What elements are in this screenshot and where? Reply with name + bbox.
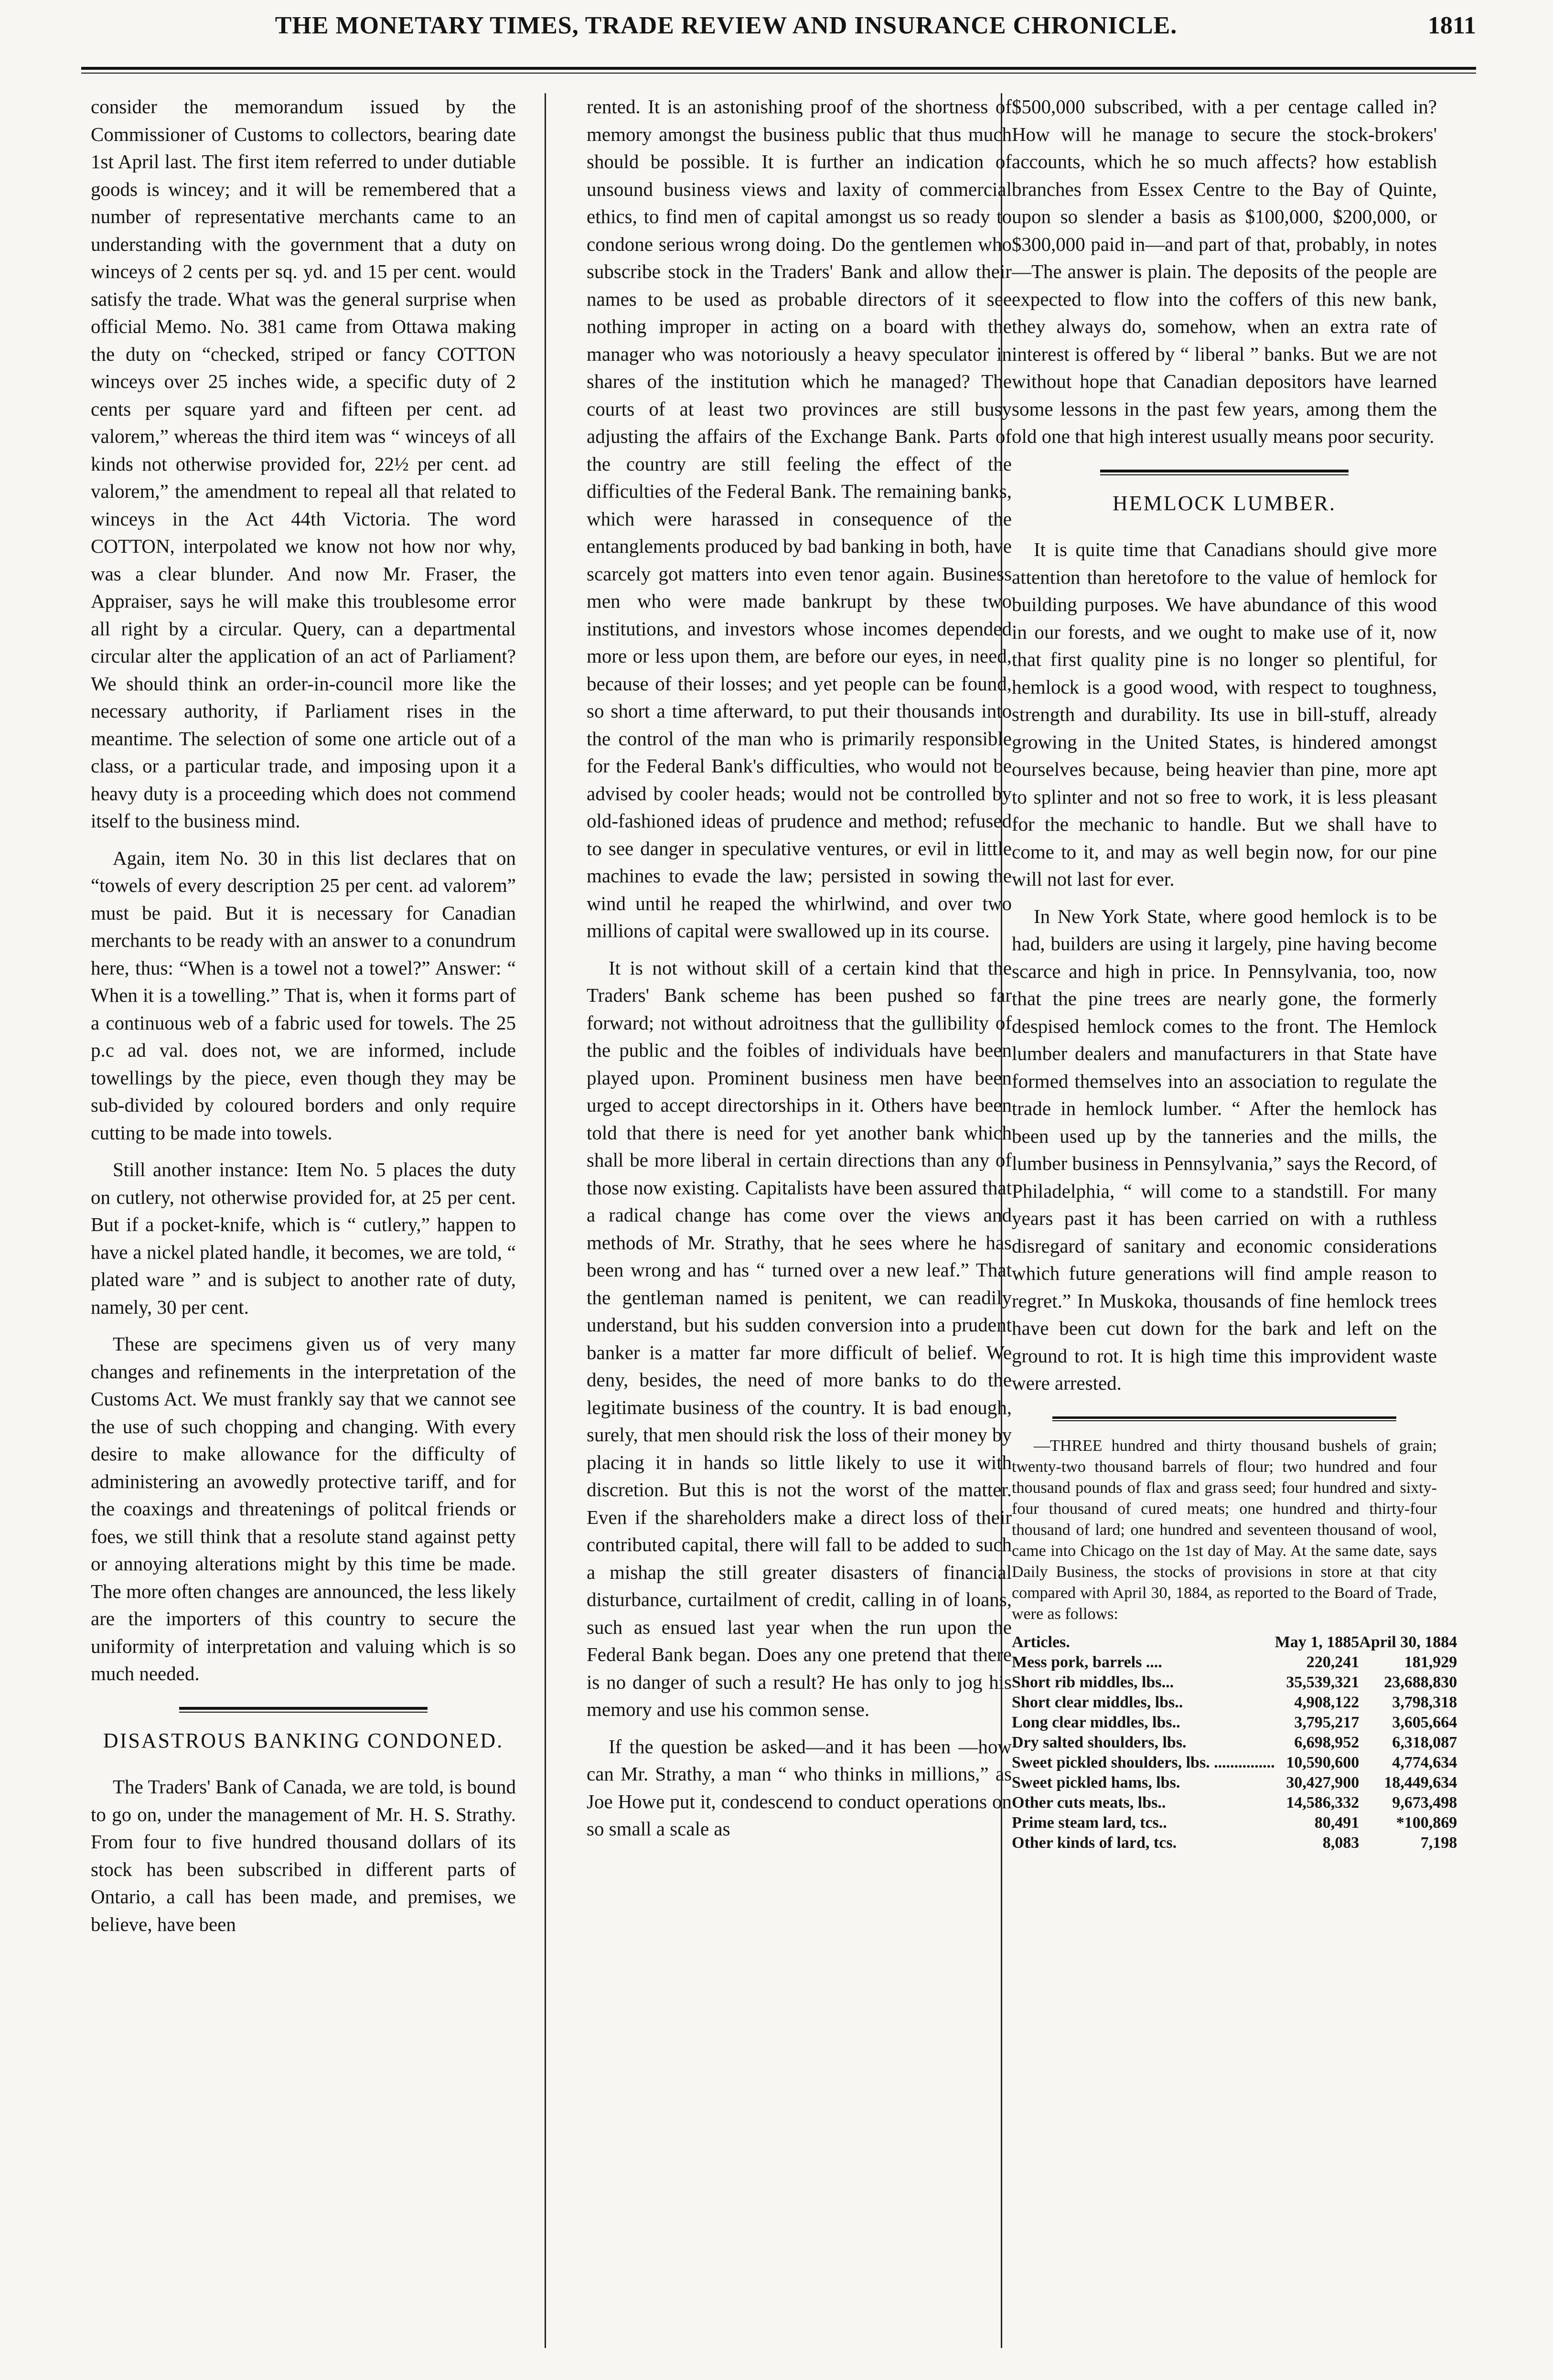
table-cell: Sweet pickled shoulders, lbs. ............... <box>1012 1753 1275 1771</box>
table-cell: 35,539,321 <box>1286 1673 1360 1691</box>
table-cell: 9,673,498 <box>1392 1793 1457 1812</box>
column-2 <box>587 93 1012 2338</box>
table-cell: 14,586,332 <box>1286 1793 1360 1812</box>
table-cell: Other cuts meats, lbs.. <box>1012 1793 1166 1812</box>
article-paragraph: $500,000 subscribed, with a per centage called in? How will he manage to secure the stock-brokers' accounts, which he so much affects? how establish branches from Essex Centre to the Bay of Quinte, upon so slender a basis as $100,000, $200,000, or $300,000 paid in—and part of that, probably, in notes—The answer is plain. The deposits of the people are expected to flow into the coffers of this new bank, they always do, somehow, when an extra rate of interest is offered by “ liberal ” banks. But we are not without hope that Canadian depositors have learned some lessons in the past few years, among them the old one that high interest usually means poor security. <box>1012 96 1437 447</box>
table-cell: Sweet pickled hams, lbs. <box>1012 1773 1180 1791</box>
page-number: 1811 <box>1427 12 1476 39</box>
table-cell: Short clear middles, lbs.. <box>1012 1693 1183 1711</box>
running-title: THE MONETARY TIMES, TRADE REVIEW AND INSURANCE CHRONICLE. <box>275 12 1178 39</box>
news-item: —THREE hundred and thirty thousand bushels of grain; twenty-two thousand barrels of flour; two hundred and four thousand pounds of flax and grass seed; four hundred and sixty-four thousand of cured meats; one hundred and thirty-four thousand of lard; one hundred and seventeen thousand of wool, came into Chicago on the 1st day of May. At the same date, says Daily Business, the stocks of provisions in store at that city compared with April 30, 1884, as reported to the Board of Trade, were as follows: <box>1012 1437 1437 1623</box>
section-rule <box>1100 470 1349 475</box>
article-paragraph: These are specimens given us of very many changes and refinements in the interpretation of the Customs Act. We must frankly say that we cannot see the use of such chopping and changing. With every desire to make allowance for the difficulty of administering an avowedly protective tariff, and for the coaxings and threatenings of politcal friends or foes, we still think that a resolute stand against petty or annoying alterations might by this time be made. The more often changes are announced, the less likely are the importers of this country to secure the uniformity of interpretation and valuing which is so much needed. <box>91 1333 516 1684</box>
article-paragraph: If the question be asked—and it has been —how can Mr. Strathy, a man “ who thinks in millions,” as Joe Howe put it, condescend to conduct operations on so small a scale as <box>587 1735 1012 1840</box>
table-cell: 18,449,634 <box>1384 1773 1457 1791</box>
table-cell: Dry salted shoulders, lbs. <box>1012 1733 1187 1751</box>
article-paragraph: In New York State, where good hemlock is to be had, builders are using it largely, pine having become scarce and high in price. In Pennsylvania, too, now that the pine trees are nearly gone, the formerly despised hemlock comes to the front. The Hemlock lumber dealers and manufacturers in that State have formed themselves into an association to regulate the trade in hemlock lumber. “ After the hemlock has been used up by the tanneries and the mills, the lumber business in Pennsylvania,” says the Record, of Philadelphia, “ will come to a standstill. For many years past it has been carried on with a ruthless disregard of sanitary and economic considerations which future generations will find ample reason to regret.” In Muskoka, thousands of fine hemlock trees have been cut down for the bark and left on the ground to rot. It is high time this improvident waste were arrested. <box>1012 905 1437 1394</box>
article-paragraph: Again, item No. 30 in this list declares that on “towels of every description 25 per cent. ad valorem” must be paid. But it is necessary for Canadian merchants to be ready with an answer to a conundrum here, thus: “When is a towel not a towel?” Answer: “ When it is a towelling.” That is, when it forms part of a continuous web of a fabric used for towels. The 25 p.c ad val. does not, we are informed, include towellings by the piece, even though they may be sub-divided by coloured borders and only require cutting to be made into towels. <box>91 847 516 1144</box>
column-3 <box>1012 93 1457 2338</box>
item-rule <box>1052 1416 1396 1421</box>
table-cell: 6,318,087 <box>1392 1733 1457 1751</box>
table-cell: 23,688,830 <box>1384 1673 1457 1691</box>
table-cell: 4,908,122 <box>1294 1693 1360 1711</box>
table-cell: Mess pork, barrels .... <box>1012 1653 1162 1671</box>
table-cell: 6,698,952 <box>1294 1733 1360 1751</box>
table-row <box>1012 1793 1457 1813</box>
table-header-cell: May 1, 1885 <box>1275 1633 1360 1651</box>
table-cell: 220,241 <box>1306 1653 1360 1671</box>
table-row <box>1012 1652 1457 1672</box>
table-cell: Other kinds of lard, tcs. <box>1012 1833 1177 1852</box>
provisions-table <box>1012 1632 1457 1853</box>
table-cell: 8,083 <box>1322 1833 1360 1852</box>
table-row <box>1012 1773 1457 1793</box>
table-cell: 3,605,664 <box>1392 1713 1457 1731</box>
table-cell: 3,795,217 <box>1294 1713 1360 1731</box>
table-cell: 181,929 <box>1404 1653 1457 1671</box>
table-row <box>1012 1733 1457 1753</box>
article-paragraph: rented. It is an astonishing proof of the shortness of memory amongst the business public that thus much should be possible. It is further an indication of unsound business views and laxity of commercial ethics, to find men of capital amongst us so ready to condone serious wrong doing. Do the gentlemen who subscribe stock in the Traders' Bank and allow their names to be used as probable directors of it see nothing improper in acting on a board with the manager who was notoriously a heavy speculator in shares of the institution which he managed? The courts of at least two provinces are still busy adjusting the affairs of the Exchange Bank. Parts of the country are still feeling the effect of the difficulties of the Federal Bank. The remaining banks, which were harassed in consequence of the entanglements produced by bad banking in both, have scarcely got matters into even tenor again. Business men who were made bankrupt by these two institutions, and investors whose incomes depended more or less upon them, are before our eyes, in need, because of their losses; and yet people can be found, so short a time afterward, to put their thousands into the control of the man who is primarily responsible for the Federal Bank's difficulties, who would not be advised by cooler heads; would not be controlled by old-fashioned ideas of prudence and method; refused to see danger in speculative ventures, or evil in little machines to evade the law; persisted in sowing the wind until he reaped the whirlwind, and over two millions of capital were swallowed up in its course. <box>587 96 1012 942</box>
table-cell: Prime steam lard, tcs.. <box>1012 1813 1167 1832</box>
column-divider <box>545 93 546 2348</box>
article-paragraph: Still another instance: Item No. 5 places the duty on cutlery, not otherwise provided for, at 25 per cent. But if a pocket-knife, which is “ cutlery,” happen to have a nickel plated handle, it becomes, we are told, “ plated ware ” and is subject to another rate of duty, namely, 30 per cent. <box>91 1158 516 1318</box>
table-header-cell: April 30, 1884 <box>1359 1633 1457 1651</box>
table-cell: 10,590,600 <box>1286 1753 1360 1771</box>
table-cell: 30,427,900 <box>1286 1773 1360 1791</box>
table-row <box>1012 1833 1457 1853</box>
column-1 <box>91 93 516 2338</box>
article-paragraph: It is not without skill of a certain kind that the Traders' Bank scheme has been pushed so far forward; not without adroitness that the gullibility of the public and the foibles of individuals have been played upon. Prominent business men have been urged to accept directorships in it. Others have been told that there is need for yet another bank which shall be more liberal in certain directions than any of those now existing. Capitalists have been assured that a radical change has come over the views and methods of Mr. Strathy, that he sees where he has been wrong and has “ turned over a new leaf.” That the gentleman named is penitent, we can readily understand, but his sudden conversion into a prudent banker is a matter far more difficult of belief. We deny, besides, the need of more banks to do the legitimate business of the country. It is bad enough, surely, that men should risk the loss of their money by placing it in hands so little likely to use it with discretion. But this is not the worst of the matter. Even if the shareholders make a direct loss of their contributed capital, there will fall to be added to such a mishap the still greater disasters of financial disturbance, curtailment of credit, calling in of loans, such as ensued last year when the run upon the Federal Bank began. Does any one pretend that there is no danger of such a result? He has only to jog his memory and use his common sense. <box>587 956 1012 1720</box>
table-cell: 4,774,634 <box>1392 1753 1457 1771</box>
table-cell: 3,798,318 <box>1392 1693 1457 1711</box>
table-row <box>1012 1713 1457 1733</box>
table-header-cell: Articles. <box>1012 1633 1070 1651</box>
article-paragraph: consider the memorandum issued by the Commissioner of Customs to collectors, bearing date 1st April last. The first item referred to under dutiable goods is wincey; and it will be remembered that a number of representative merchants came to an understanding with the government that a duty on winceys of 2 cents per sq. yd. and 15 per cent. would satisfy the trade. What was the general surprise when official Memo. No. 381 came from Ottawa making the duty on “checked, striped or fancy COTTON winceys over 25 inches wide, a specific duty of 2 cents per square yard and fifteen per cent. ad valorem,” whereas the third item was “ winceys of all kinds not otherwise provided for, 22½ per cent. ad valorem,” the amendment to repeal all that related to winceys in the Act 44th Victoria. The word COTTON, interpolated we know not how nor why, was a clear blunder. And now Mr. Fraser, the Appraiser, says he will make this troublesome error all right by a circular. Query, can a departmental circular alter the application of an act of Parliament? We should think an order-in-council more like the necessary authority, if Parliament rises in the meantime. The selection of some one article out of a class, or a particular trade, and imposing upon it a heavy duty is a proceeding which does not commend itself to the business mind. <box>91 96 516 832</box>
table-cell: 80,491 <box>1314 1813 1360 1832</box>
section-rule <box>179 1707 428 1713</box>
article-paragraph: It is quite time that Canadians should give more attention than heretofore to the value of hemlock for building purposes. We have abundance of this wood in our forests, and we ought to make use of it, now that first quality pine is no longer so plentiful, for hemlock is a good wood, with respect to toughness, strength and durability. Its use in bill-stuff, already growing in the United States, is hindered amongst ourselves because, being heavier than pine, more apt to splinter and not so free to work, it is less pleasant for the mechanic to handle. But we shall have to come to it, and may as well begin now, for our pine will not last for ever. <box>1012 538 1437 890</box>
table-cell: Long clear middles, lbs.. <box>1012 1713 1180 1731</box>
section-heading: HEMLOCK LUMBER. <box>1113 491 1336 515</box>
table-row <box>1012 1813 1457 1833</box>
section-heading: DISASTROUS BANKING CONDONED. <box>103 1728 504 1752</box>
table-row <box>1012 1753 1457 1773</box>
table-cell: 7,198 <box>1420 1833 1457 1852</box>
table-row <box>1012 1672 1457 1693</box>
article-paragraph: The Traders' Bank of Canada, we are told, is bound to go on, under the management of Mr. H. S. Strathy. From four to five hundred thousand dollars of its stock has been subscribed in different parts of Ontario, a call has been made, and premises, we believe, have been <box>91 1776 516 1935</box>
table-cell: *100,869 <box>1396 1813 1457 1832</box>
table-row <box>1012 1693 1457 1713</box>
header-rule <box>81 67 1476 74</box>
table-header-row <box>1012 1632 1457 1652</box>
page-header <box>81 10 1476 60</box>
table-cell: Short rib middles, lbs... <box>1012 1673 1174 1691</box>
